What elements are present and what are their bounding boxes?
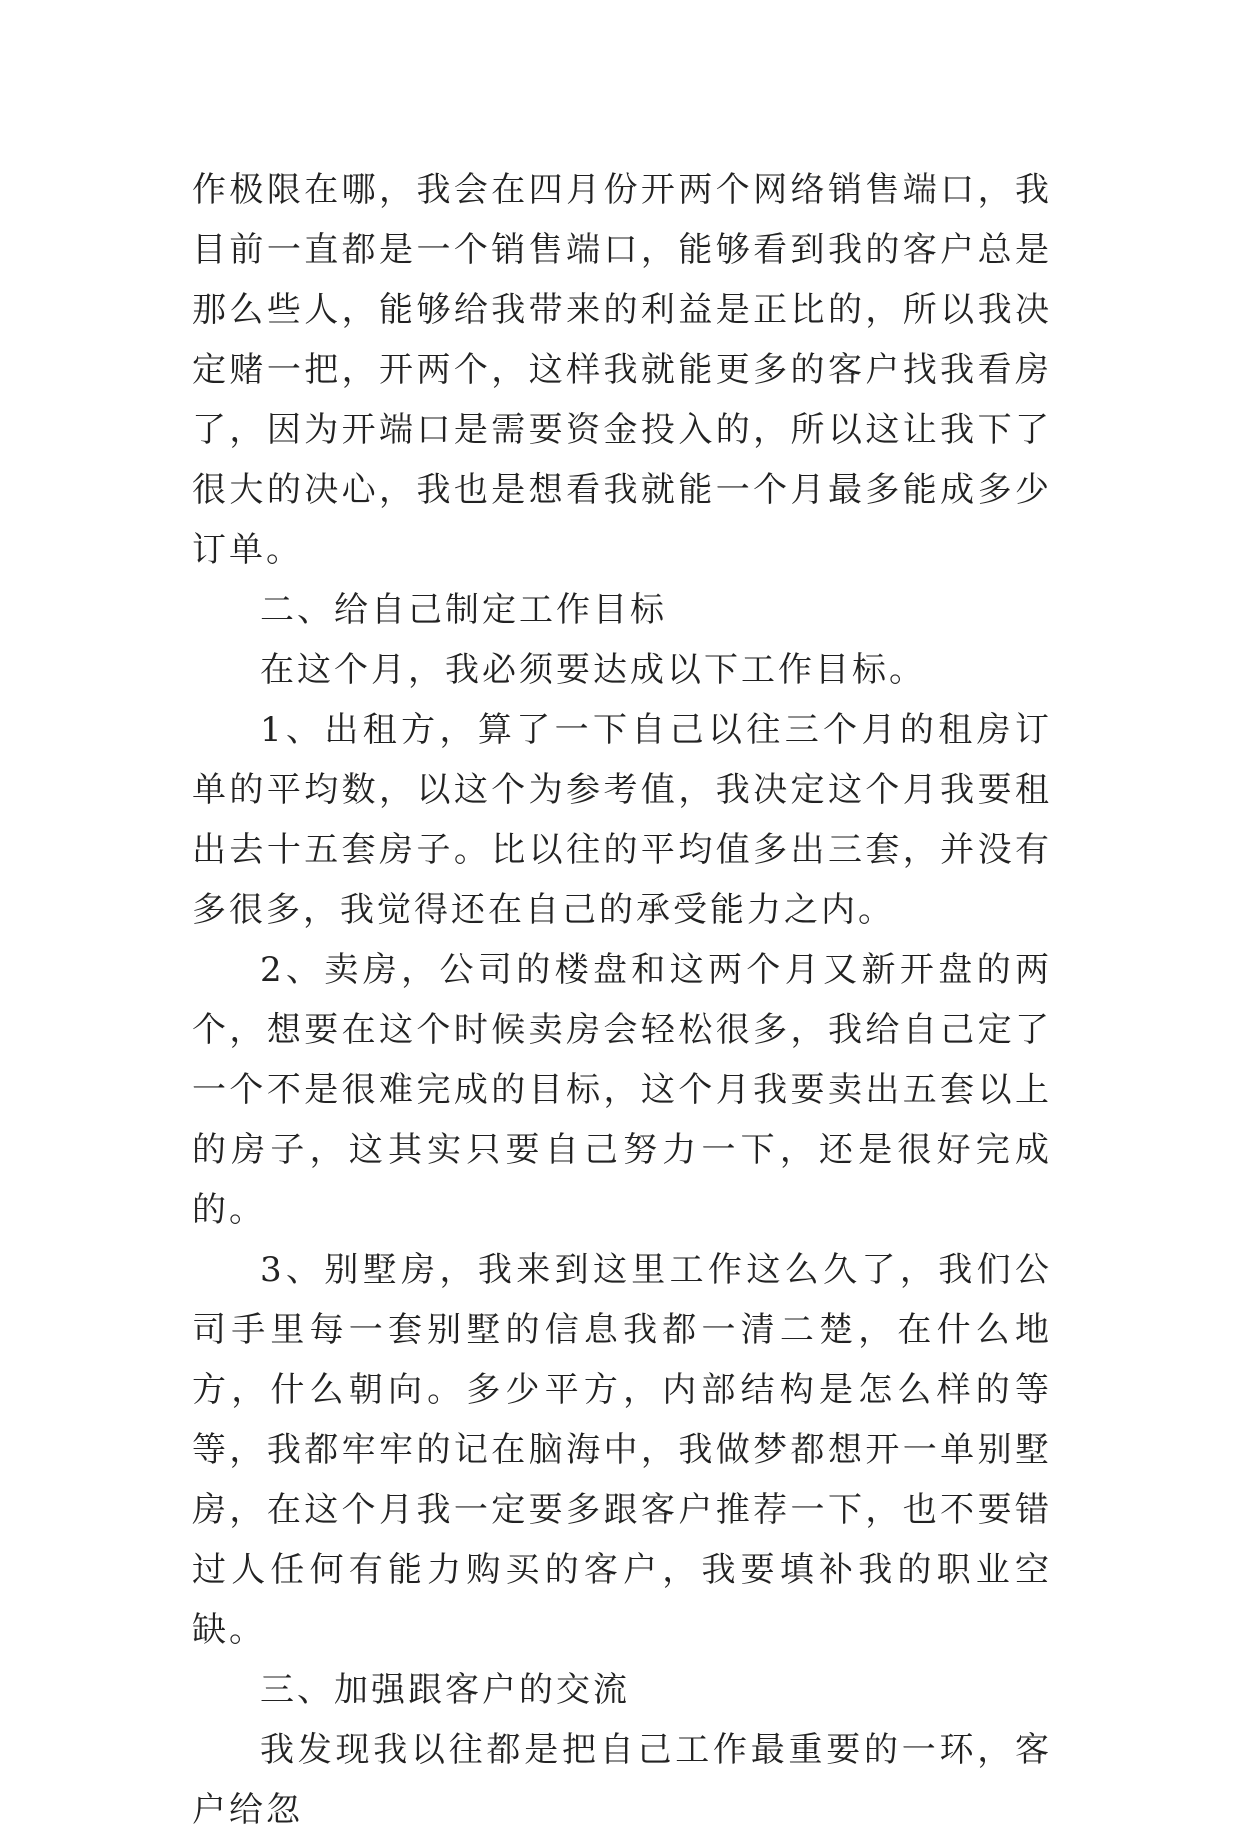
paragraph-communication: 我发现我以往都是把自己工作最重要的一环，客户给忽 [192,1730,1052,1830]
document-body [192,160,1052,1840]
paragraph-goal-rental: 1、出租方，算了一下自己以往三个月的租房订单的平均数，以这个为参考值，我决定这个月我要租出去十五套房子。比以往的平均值多出三套，并没有多很多，我觉得还在自己的承受能力之内。 [192,710,1052,930]
paragraph-continuation: 作极限在哪，我会在四月份开两个网络销售端口，我目前一直都是一个销售端口，能够看到我的客户总是那么些人，能够给我带来的利益是正比的，所以我决定赌一把，开两个，这样我就能更多的客户找我看房了，因为开端口是需要资金投入的，所以这让我下了很大的决心，我也是想看我就能一个月最多能成多少订单。 [192,170,1052,570]
section-heading-communication: 三、加强跟客户的交流 [260,1670,630,1710]
section-heading-goals: 二、给自己制定工作目标 [260,590,667,630]
paragraph-goals-intro: 在这个月，我必须要达成以下工作目标。 [260,650,926,690]
paragraph-goal-villa: 3、别墅房，我来到这里工作这么久了，我们公司手里每一套别墅的信息我都一清二楚，在什么地方，什么朝向。多少平方，内部结构是怎么样的等等，我都牢牢的记在脑海中，我做梦都想开一单别墅房，在这个月我一定要多跟客户推荐一下，也不要错过人任何有能力购买的客户，我要填补我的职业空缺。 [192,1250,1052,1650]
paragraph-goal-sales: 2、卖房，公司的楼盘和这两个月又新开盘的两个，想要在这个时候卖房会轻松很多，我给自己定了一个不是很难完成的目标，这个月我要卖出五套以上的房子，这其实只要自己努力一下，还是很好完成的。 [192,950,1052,1230]
